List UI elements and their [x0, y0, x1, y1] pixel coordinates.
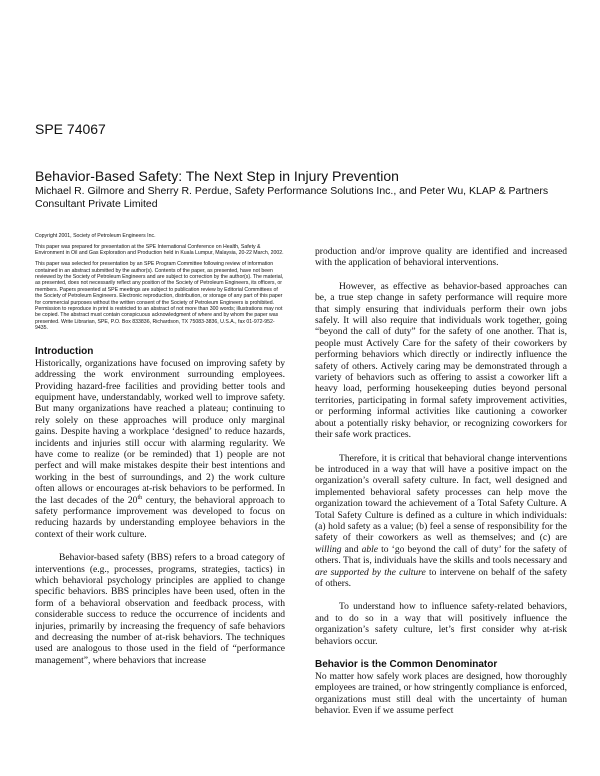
rp3-supported: are supported by the culture [315, 566, 426, 578]
rp3-text-c: to intervene on behalf of the safety of others. [315, 566, 567, 589]
selection-notice: This paper was selected for presentation by an SPE Program Committee following review of information contained in an abstract submitted by the author(s). Contents of the paper, as presented, have not been reviewed by the Society of Petroleum Engineers and are subject to correction by the author(s). The material, as presented, does not necessarily reflect any position of the Society of Petroleum Engineers, its officers, or members. Papers presented at SPE meetings are subject to publication review by Editorial Committees of the Society of Petroleum Engineers. Electronic reproduction, distribution, or storage of any part of this paper for commercial purposes without the written consent of the Society of Petroleum Engineers is prohibited. Permission to reproduce in print is restricted to an abstract of not more than 300 words; illustrations may not be copied. The abstract must contain conspicuous acknowledgment of where and by whom the paper was presented. Write Librarian, SPE, P.O. Box 833836, Richardson, TX 75083-3836, U.S.A., fax 01-972-952-9435. [35, 261, 284, 332]
right-column [315, 246, 567, 717]
intro-paragraph-1 [35, 358, 285, 541]
paper-title: Behavior-Based Safety: The Next Step in Injury Prevention [35, 168, 399, 184]
right-paragraph-4: To understand how to influence safety-related behaviors, and to do so in a way that will positively influence the organization’s safety culture, let’s first consider why at-risk behaviors occur. [315, 601, 567, 647]
left-column [35, 233, 285, 666]
right-paragraph-3 [315, 453, 567, 590]
presentation-notice: This paper was prepared for presentation at the SPE International Conference on Health, Safety & Environment in Oil and Gas Exploration and Production held in Kuala Lumpur, Malaysia, 20-22 March, 2002. [35, 243, 284, 257]
introduction-heading: Introduction [35, 345, 94, 357]
paper-id: SPE 74067 [35, 121, 106, 137]
right-paragraph-1: production and/or improve quality are identified and increased with the application of behavioral interventions. [315, 246, 567, 269]
rp3-text-a: Therefore, it is critical that behavioral change interventions be introduced in a way that will have a positive impact on the organization’s overall safety culture. In fact, well designed and implemented behavioral safety processes can help move the organization toward the achievement of a Total Safety Culture. A Total Safety Culture is defined as a culture in which individuals: (a) hold safety as a value; (b) feel a sense of responsibility for the safety of their coworkers as well as themselves; and (c) are [315, 452, 567, 544]
right-paragraph-2: However, as effective as behavior-based approaches can be, a true step change in safety performance will require more that simply ensuring that individuals perform their own jobs safely. It will also require that individuals work together, going “beyond the call of duty” for the safety of one another. That is, people must Actively Care for the safety of their coworkers by performing behaviors which directly or indirectly influence the safety of others. Actively caring may be demonstrated through a variety of behaviors such as offering to assist a coworker lift a heavy load, performing housekeeping duties beyond personal territories, participating in formal safety improvement activities, or performing informal activities like cautioning a coworker about a potentially risky behavior, or recognizing coworkers for their safe work practices. [315, 280, 567, 441]
rp3-text-b: to ‘go beyond the call of duty’ for the safety of others. That is, individuals have the skills and tools necessary and [315, 543, 567, 567]
intro-p1-text-b: century, the behavioral approach to safety performance improvement was developed to focus on reducing hazards by understanding employee behaviors in the context of their work culture. [35, 494, 285, 540]
rp3-able: able [361, 543, 378, 555]
intro-p1-superscript: th [137, 494, 143, 501]
right-paragraph-5: No matter how safely work places are designed, how thoroughly employees are trained, or how stringently compliance is enforced, organizations must still deal with the uncertainty of human behavior. Even if we assume perfect [315, 671, 567, 717]
rp3-willing: willing [315, 543, 342, 555]
intro-paragraph-2: Behavior-based safety (BBS) refers to a broad category of interventions (e.g., processes, programs, strategies, tactics) in which behavioral psychology principles are applied to change specific behaviors. BBS principles have been used, often in the form of a behavioral observation and feedback process, with considerable success to reduce the occurrence of incidents and injuries, primarily by increasing the frequency of safe behaviors and decreasing the number of at-risk behaviors. The techniques used are analogous to those used in the field of “performance management”, where behaviors that increase [35, 552, 285, 666]
common-denominator-heading: Behavior is the Common Denominator [315, 659, 498, 670]
authors: Michael R. Gilmore and Sherry R. Perdue, Safety Performance Solutions Inc., and Peter Wu, KLAP & Partners Consultant Private Limited [35, 185, 549, 210]
intro-p1-text-a: Historically, organizations have focused on improving safety by addressing the work environment surrounding employees. Providing hazard-free facilities and providing better tools and equipment have, understandably, worked well to improve safety. But many organizations have reached a plateau; continuing to rely solely on these approaches will produce only marginal gains. Despite having a workplace ‘designed’ to reduce hazards, incidents and injuries still occur with alarming regularity. We have come to realize (or be reminded) that 1) people are not perfect and will make mistakes despite their best intentions and working in the best of surroundings, and 2) the work culture often allows or encourages at-risk behaviors to be performed. In the last decades of the 20 [35, 357, 285, 506]
rp3-and: and [341, 543, 362, 555]
copyright-notice: Copyright 2001, Society of Petroleum Engineers Inc. [35, 233, 156, 239]
